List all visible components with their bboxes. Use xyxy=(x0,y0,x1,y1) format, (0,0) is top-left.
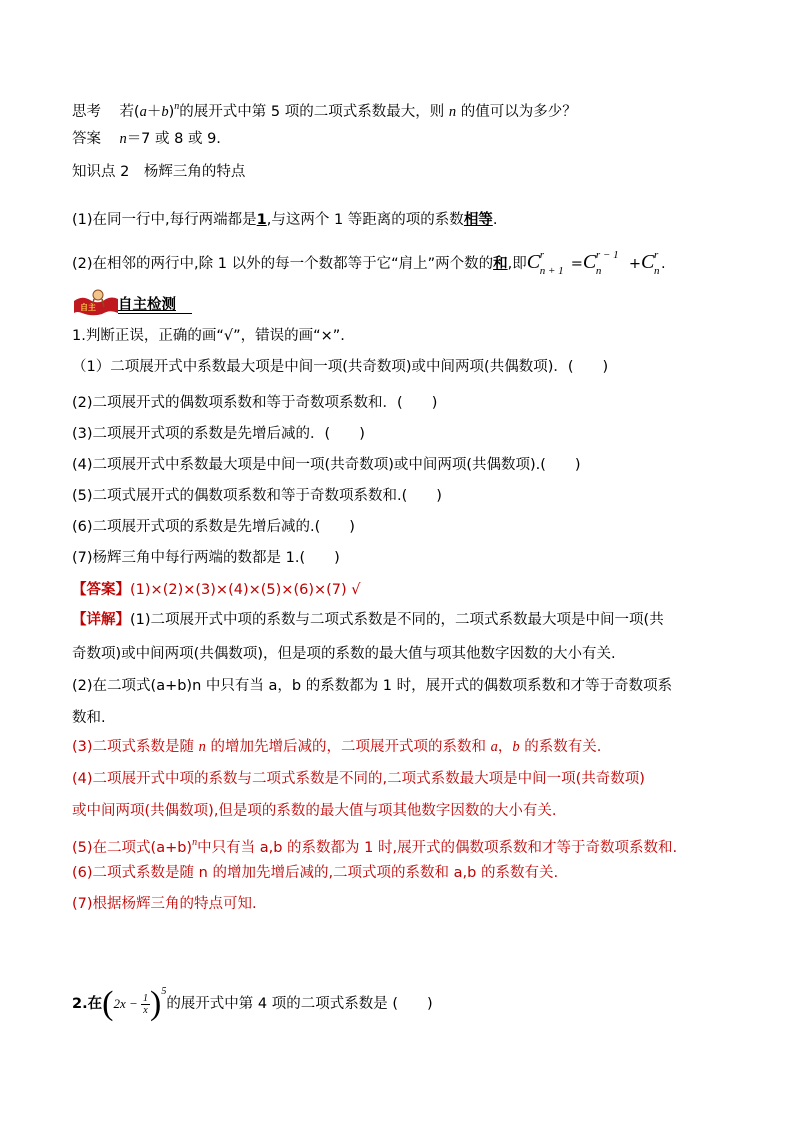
q1-intro: 1.判断正误，正确的画“√”，错误的画“×”. xyxy=(72,328,345,344)
think-answer: 答案 n＝7 或 8 或 9. xyxy=(72,131,221,147)
detail-line-4: 数和. xyxy=(72,710,106,726)
self-check-banner xyxy=(72,287,192,319)
detail-tag: 【详解】 xyxy=(72,612,130,628)
detail-line-3: (2)在二项式(a+b)n 中只有当 a，b 的系数都为 1 时，展开式的偶数项系数和才等于奇数项系 xyxy=(72,678,673,694)
knowledge-point-1: (1)在同一行中,每行两端都是1,与这两个 1 等距离的项的系数相等. xyxy=(72,212,498,228)
answer-label: 答案 xyxy=(72,131,101,147)
detail-line-5: (3)二项式系数是随 n 的增加先增后减的，二项展开式项的系数和 a，b 的系数有关. xyxy=(72,739,602,755)
detail-line-8: (5)在二项式$(a+b)^n$中只有当 a,b 的系数都为 1 时,展开式的偶数项系数和才等于奇数项系数和. xyxy=(72,837,678,856)
q1-item-5: (5)二项式展开式的偶数项系数和等于奇数项系数和.( ) xyxy=(72,488,442,504)
detail-line-7: 或中间两项(共偶数项),但是项的系数的最大值与项其他数字因数的大小有关. xyxy=(72,803,557,819)
detail-line-1: 【详解】(1)二项展开式中项的系数与二项式系数是不同的，二项式系数最大项是中间一项(共 xyxy=(72,612,664,628)
q1-item-4: (4)二项展开式中系数最大项是中间一项(共奇数项)或中间两项(共偶数项).( ) xyxy=(72,457,581,473)
self-check-title: 自主检测 xyxy=(118,297,176,313)
q1-item-2: (2)二项展开式的偶数项系数和等于奇数项系数和．( ) xyxy=(72,395,438,411)
q1-item-3: (3)二项展开式项的系数是先增后减的．( ) xyxy=(72,426,365,442)
answer-tag: 【答案】 xyxy=(72,582,130,598)
think-label: 思考 xyxy=(72,104,101,120)
detail-line-2: 奇数项)或中间两项(共偶数项)，但是项的系数的最大值与项其他数字因数的大小有关. xyxy=(72,646,616,662)
formula-term-2: C r − 1 n xyxy=(582,249,619,277)
q1-item-1: （1）二项展开式中系数最大项是中间一项(共奇数项)或中间两项(共偶数项)．( ) xyxy=(72,359,609,375)
q1-item-7: (7)杨辉三角中每行两端的数都是 1.( ) xyxy=(72,550,340,566)
knowledge-point-2: (2)在相邻的两行中,除 1 以外的每一个数都等于它“肩上”两个数的和,即C r n + 1 =C r − 1 n +C r n . xyxy=(72,249,666,277)
flag-icon xyxy=(72,287,120,317)
detail-line-10: (7)根据杨辉三角的特点可知. xyxy=(72,896,257,912)
fraction-one-over-x: $\frac{1}{x}$ xyxy=(142,992,148,1016)
q1-answer: 【答案】(1)×(2)×(3)×(4)×(5)×(6)×(7) √ xyxy=(72,582,361,598)
self-check-underline xyxy=(118,313,192,314)
q2: 2.在(2x − $\frac{1}{x})^5$的展开式中第 4 项的二项式系数是 ( ) xyxy=(72,985,433,1022)
detail-line-9: (6)二项式系数是随 n 的增加先增后减的,二项式项的系数和 a,b 的系数有关. xyxy=(72,865,559,881)
knowledge-title: 知识点 2 杨辉三角的特点 xyxy=(72,164,246,180)
think-question: 思考 若$(a+b)^n$的展开式中第 5 项的二项式系数最大，则 n 的值可以为多少？ xyxy=(72,101,577,120)
q1-item-6: (6)二项展开式项的系数是先增后减的.( ) xyxy=(72,519,355,535)
detail-line-6: (4)二项展开式中项的系数与二项式系数是不同的,二项式系数最大项是中间一项(共奇数项) xyxy=(72,771,645,787)
formula-term-3: C r n xyxy=(641,249,660,277)
formula-term-1: C r n + 1 xyxy=(526,249,564,277)
svg-text:自主: 自主 xyxy=(80,303,96,312)
